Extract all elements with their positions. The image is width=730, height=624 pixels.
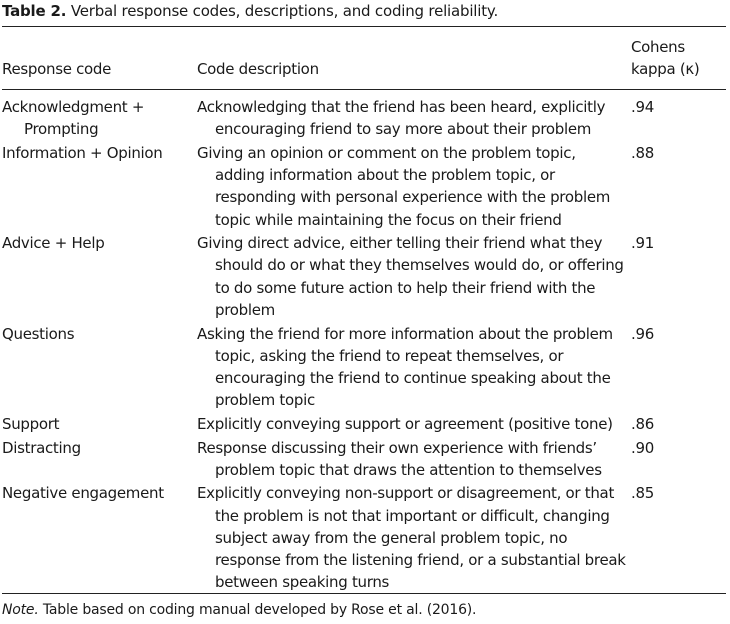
header-code-description: Code description	[197, 60, 319, 78]
row-description: Acknowledging that the friend has been heard, explicitly encouraging friend to say more about their problem	[197, 98, 606, 139]
bottom-rule	[2, 593, 726, 594]
row-response-code: Advice + Help	[2, 234, 105, 253]
table-row	[2, 142, 726, 231]
table-caption-text: Verbal response codes, descriptions, and coding reliability.	[70, 2, 499, 20]
row-kappa: .85	[631, 484, 654, 503]
table-row	[2, 96, 726, 140]
table-caption	[2, 0, 726, 27]
table-note-text: Table based on coding manual developed by Rose et al. (2016).	[42, 602, 477, 618]
row-kappa: .88	[631, 143, 654, 162]
header-kappa-line1: Cohens	[631, 38, 685, 56]
row-kappa: .91	[631, 234, 654, 253]
table-header	[2, 36, 726, 86]
row-description: Giving direct advice, either telling their friend what they should do or what they themselves would do, or offering to do some future action to help their friend with the problem	[197, 234, 624, 319]
table-row	[2, 232, 726, 321]
table-body	[2, 96, 726, 593]
header-kappa	[631, 36, 726, 80]
row-description: Asking the friend for more information about the problem topic, asking the friend to repeat themselves, or encouraging the friend to continue speaking about the problem topic	[197, 324, 613, 410]
table-note	[2, 600, 476, 620]
row-description: Explicitly conveying support or agreement (positive tone)	[197, 414, 613, 433]
row-response-code: Information + Opinion	[2, 143, 163, 162]
row-response-code: Questions	[2, 324, 75, 343]
table-row	[2, 413, 726, 435]
row-description: Explicitly conveying non-support or disagreement, or that the problem is not that important or difficult, changing subject away from the general problem topic, no response from the listening friend, or a substantial break between speaking turns	[197, 484, 626, 592]
row-kappa: .94	[631, 98, 654, 116]
row-kappa: .90	[631, 438, 654, 457]
table-row	[2, 323, 726, 412]
row-description: Response discussing their own experience with friends’ problem topic that draws the attention to themselves	[197, 438, 602, 479]
top-rule	[2, 26, 726, 27]
table-container	[2, 0, 726, 618]
row-response-code: Support	[2, 414, 60, 433]
header-rule	[2, 89, 726, 90]
header-response-code: Response code	[2, 60, 112, 78]
table-row	[2, 437, 726, 481]
table-caption-label: Table 2.	[2, 2, 67, 20]
header-kappa-line2: kappa (κ)	[631, 60, 700, 78]
table-note-label: Note.	[2, 602, 39, 618]
row-kappa: .96	[631, 324, 654, 343]
row-response-code: Negative engagement	[2, 484, 164, 503]
row-description: Giving an opinion or comment on the problem topic, adding information about the problem topic, or responding with personal experience with the problem topic while maintaining the focus on their friend	[197, 143, 611, 229]
row-response-code: Distracting	[2, 438, 81, 457]
table-row	[2, 482, 726, 593]
row-response-code: Acknowledgment + Prompting	[2, 98, 145, 139]
row-kappa: .86	[631, 414, 654, 433]
